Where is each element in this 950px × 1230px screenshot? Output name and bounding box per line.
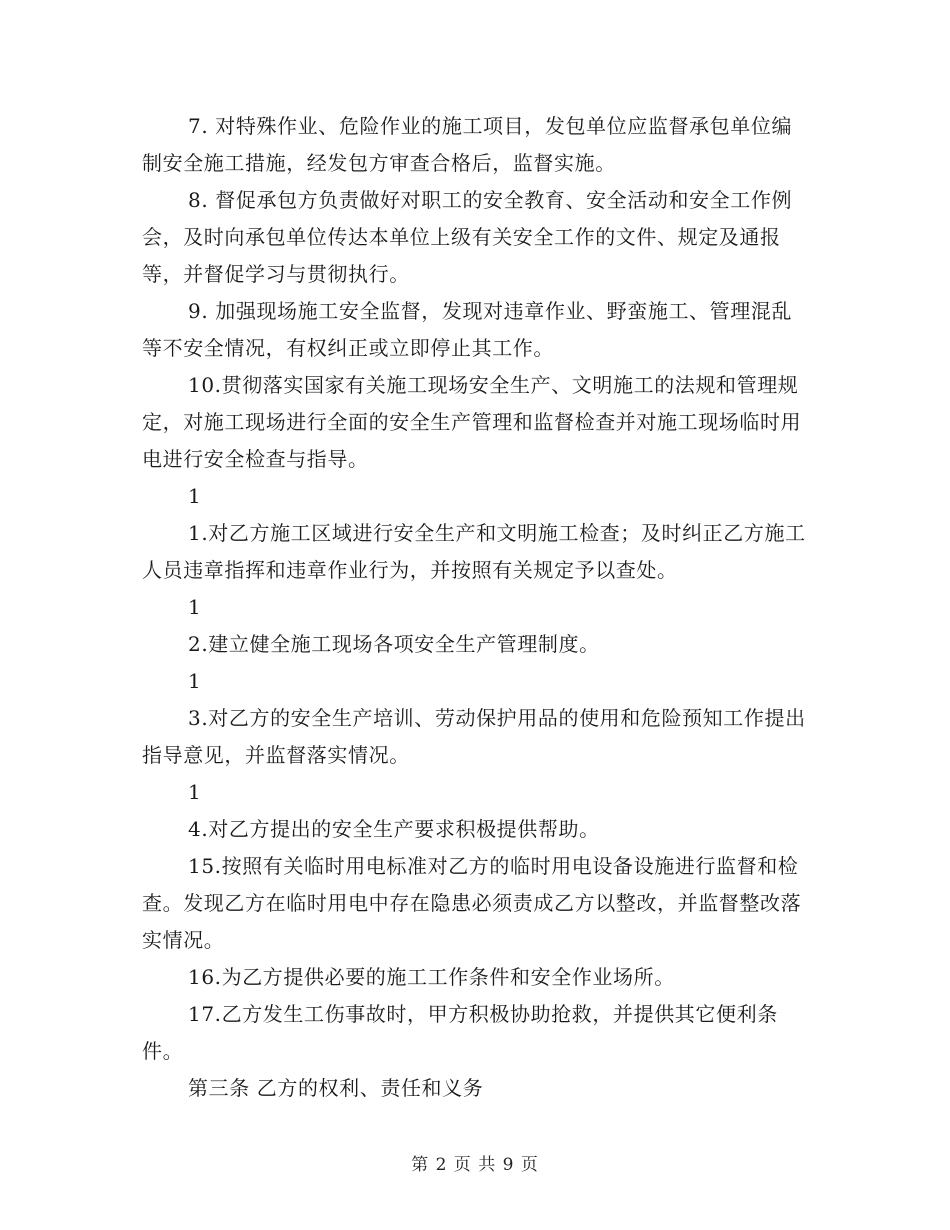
paragraph-marker: 1 [188, 669, 202, 693]
paragraph-item-11: 1.对乙方施工区域进行安全生产和文明施工检查；及时纠正乙方施工人员违章指挥和违章作业行为，并按照有关规定予以查处。 [142, 521, 806, 582]
paragraph-item-12: 2.建立健全施工现场各项安全生产管理制度。 [188, 632, 600, 656]
document-body [142, 108, 810, 1107]
paragraph-item-10: 10.贯彻落实国家有关施工现场安全生产、文明施工的法规和管理规定，对施工现场进行全面的安全生产管理和监督检查并对施工现场临时用电进行安全检查与指导。 [142, 373, 802, 471]
paragraph-item-17: 17.乙方发生工伤事故时，甲方积极协助抢救，并提供其它便利条件。 [142, 1002, 778, 1063]
paragraph-marker: 1 [188, 595, 202, 619]
paragraph-item-9: 9. 加强现场施工安全监督，发现对违章作业、野蛮施工、管理混乱等不安全情况，有权纠正或立即停止其工作。 [142, 299, 793, 360]
paragraph-marker: 1 [188, 484, 202, 508]
paragraph-item-7: 7. 对特殊作业、危险作业的施工项目，发包单位应监督承包单位编制安全施工措施，经发包方审查合格后，监督实施。 [142, 114, 793, 175]
paragraph-item-13: 3.对乙方的安全生产培训、劳动保护用品的使用和危险预知工作提出指导意见，并监督落实情况。 [142, 706, 806, 767]
paragraph-item-16: 16.为乙方提供必要的施工工作条件和安全作业场所。 [188, 965, 675, 989]
paragraph-item-14: 4.对乙方提出的安全生产要求积极提供帮助。 [188, 817, 600, 841]
section-heading: 第三条 乙方的权利、责任和义务 [188, 1076, 484, 1100]
page-footer: 第 2 页 共 9 页 [411, 1155, 539, 1175]
paragraph-item-8: 8. 督促承包方负责做好对职工的安全教育、安全活动和安全工作例会，及时向承包单位传达本单位上级有关安全工作的文件、规定及通报等，并督促学习与贯彻执行。 [142, 188, 793, 286]
paragraph-item-15: 15.按照有关临时用电标准对乙方的临时用电设备设施进行监督和检查。发现乙方在临时用电中存在隐患必须责成乙方以整改，并监督整改落实情况。 [142, 854, 802, 952]
paragraph-marker: 1 [188, 780, 202, 804]
